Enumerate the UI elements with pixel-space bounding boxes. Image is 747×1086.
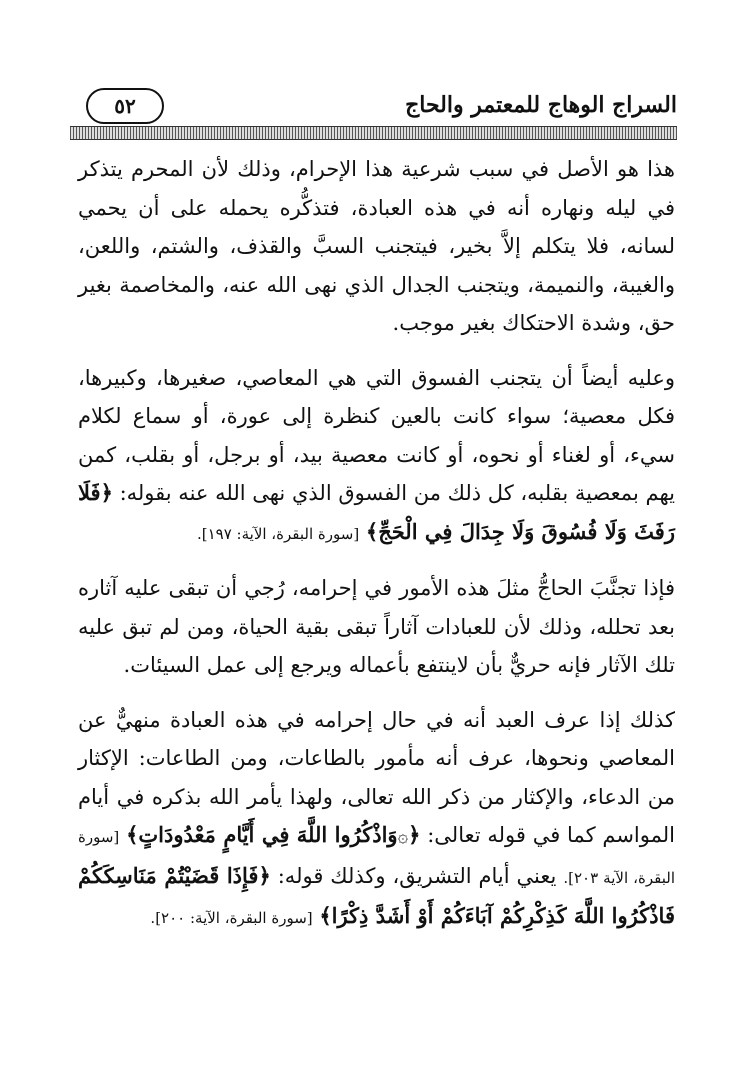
paragraph-1: هذا هو الأصل في سبب شرعية هذا الإحرام، وذلك لأن المحرم يتذكر في ليله ونهاره أنه في هذه العبادة، فتذكُّره يحمله على أن يحمي لسانه، فلا يتكلم إلاَّ بخير، فيتجنب السبَّ والقذف، والشتم، واللعن، والغيبة، والنميمة، ويتجنب الجدال الذي نهى الله عنه، والمخاصمة بغير حق، وشدة الاحتكاك بغير موجب.	[78, 157, 676, 335]
paragraph-2	[78, 359, 675, 554]
quran-verse-1: فَلَا رَفَثَ وَلَا فُسُوقَ وَلَا جِدَالَ فِي الْحَجِّ	[78, 480, 675, 544]
header-rule	[70, 126, 677, 140]
quran-bracket-open: ﴿	[100, 480, 113, 505]
quran-verse-2: وَاذْكُرُوا اللَّهَ فِي أَيَّامٍ مَعْدُودَاتٍ	[138, 822, 398, 847]
quran-bracket-open: ﴿	[258, 862, 271, 888]
running-title: السراج الوهاج للمعتمر والحاج	[405, 92, 677, 118]
paragraph-2-text: وعليه أيضاً أن يتجنب الفسوق التي هي المعاصي، صغيرها، وكبيرها، فكل معصية؛ سواء كانت بالعين كنظرة إلى عورة، أو سماع لكلام سيء، أو لغناء أو نحوه، أو كانت معصية بيد، أو برجل، أو بقلب، كمن يهم بمعصية بقلبه، كل ذلك من الفسوق الذي نهى الله عنه بقوله:	[78, 365, 675, 505]
rub-el-hizb-icon: ۞	[397, 826, 409, 847]
paragraph-3: فإذا تجنَّبَ الحاجُّ مثلَ هذه الأمور في إحرامه، رُجي أن تبقى عليه آثاره بعد تحلله، وذلك لأن للعبادات آثاراً تبقى بقية الحياة، ومن لم تبق عليه تلك الآثار فإنه حريٌّ بأن لاينتفع بأعماله ويرجع إلى عمل السيئات.	[78, 576, 675, 677]
verse-reference-1: [سورة البقرة، الآية: ١٩٧].	[196, 524, 360, 543]
quran-bracket-close: ﴾	[365, 518, 379, 544]
quran-bracket-close: ﴾	[319, 903, 332, 928]
verse-reference-2: [سورة البقرة، الآية ٢٠٣].	[78, 828, 675, 887]
quran-bracket-open: ﴿	[408, 822, 421, 847]
page-number: ٥٢	[86, 88, 164, 124]
page-body	[78, 150, 675, 938]
paragraph-4-text: كذلك إذا عرف العبد أنه في حال إحرامه في هذه العبادة منهيٌّ عن المعاصي ونحوها، عرف أنه مأمور بالطاعات، ومن الطاعات: الإكثار من الدعاء، والإكثار من ذكر الله تعالى، ولهذا يأمر الله بذكره في أيام المواسم كما في قوله تعالى:	[78, 707, 675, 847]
quran-verse-3: فَإِذَا قَضَيْتُمْ مَنَاسِكَكُمْ فَاذْكُرُوا اللَّهَ كَذِكْرِكُمْ آبَاءَكُمْ أَوْ أَشَدَّ ذِكْرًا	[78, 862, 675, 928]
quran-bracket-close: ﴾	[126, 822, 139, 847]
paragraph-4	[78, 701, 675, 938]
verse-reference-3: [سورة البقرة، الآية: ٢٠٠].	[150, 909, 313, 927]
page-header	[70, 78, 677, 118]
paragraph-4-mid: يعني أيام التشريق، وكذلك قوله:	[277, 863, 557, 888]
